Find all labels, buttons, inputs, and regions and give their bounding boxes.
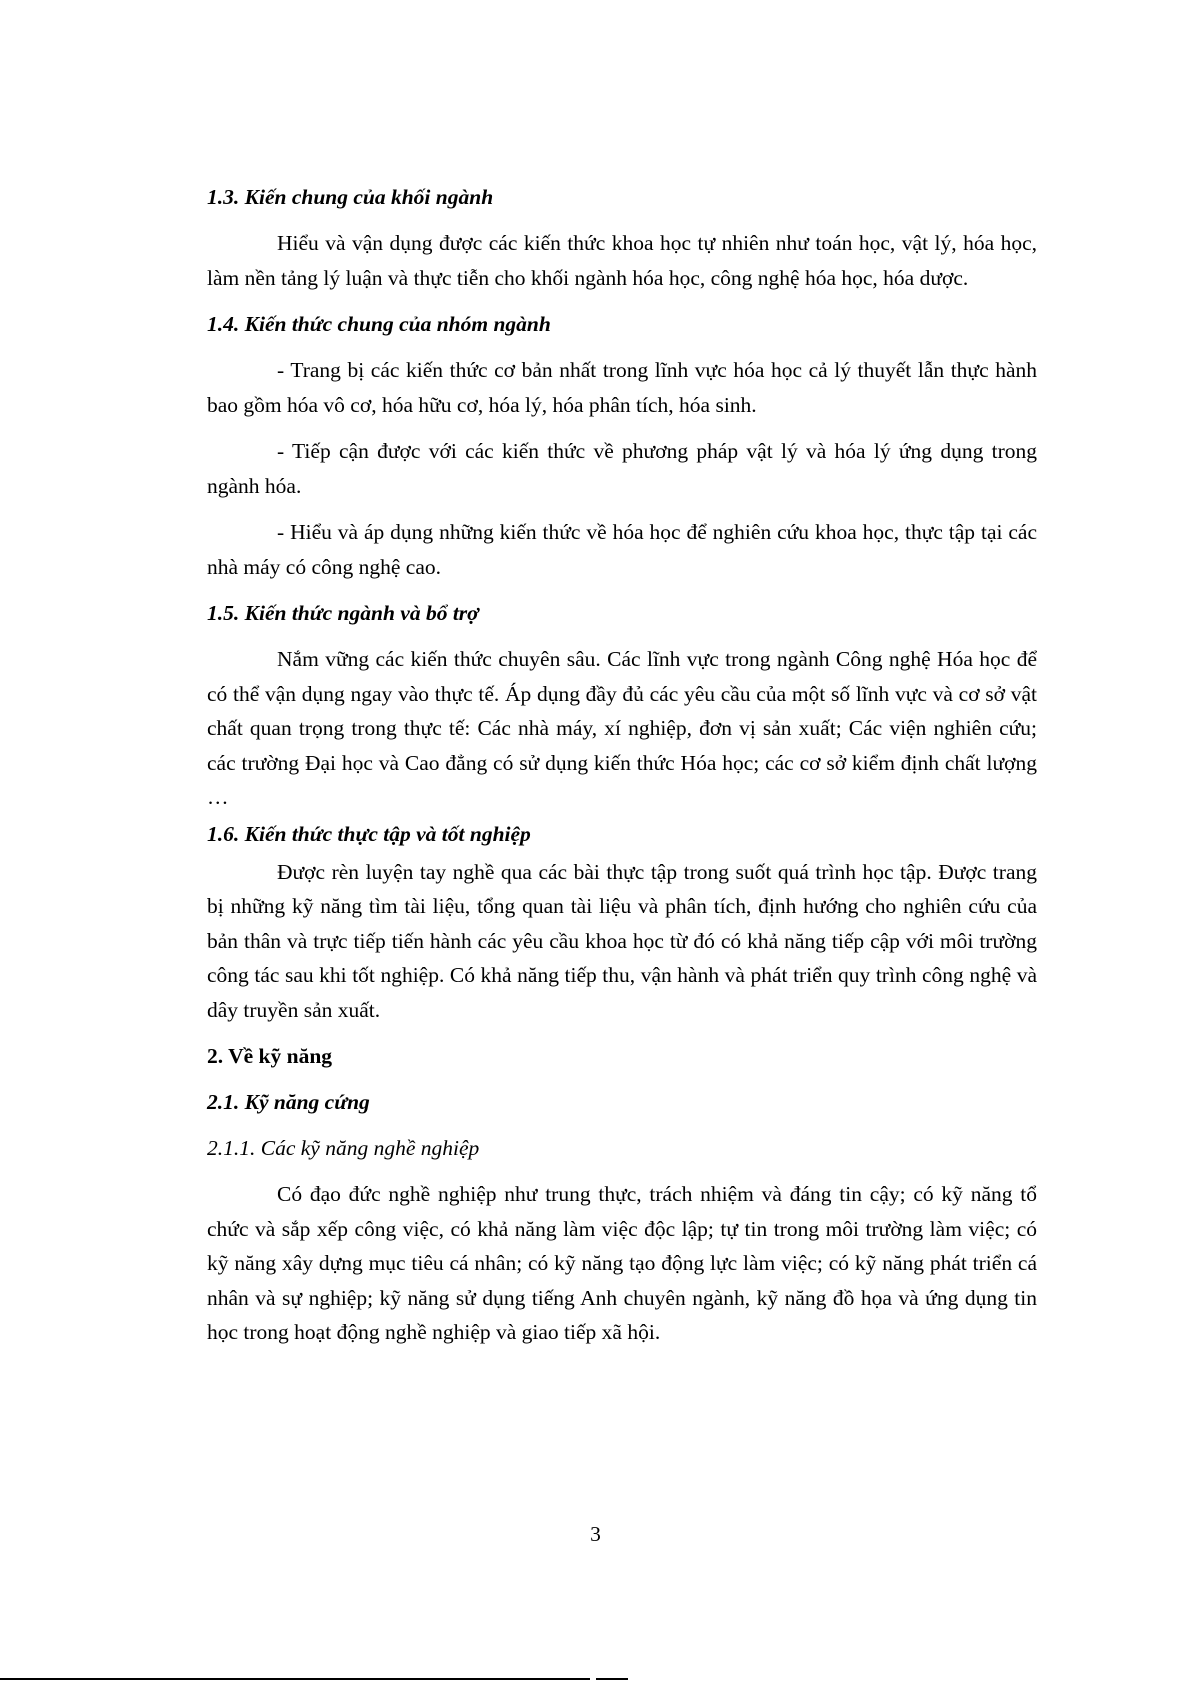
section-1-6-paragraph: Được rèn luyện tay nghề qua các bài thực tập trong suốt quá trình học tập. Được trang bị những kỹ năng tìm tài liệu, tổng quan tài liệu và phân tích, định hướng cho nghiên cứu của bản thân và trực tiếp tiến hành các yêu cầu khoa học từ đó có khả năng tiếp cập với môi trường công tác sau khi tốt nghiệp. Có khả năng tiếp thu, vận hành và phát triển quy trình công nghệ và dây truyền sản xuất.: [207, 859, 1037, 1022]
section-1-5-paragraph: Nắm vững các kiến thức chuyên sâu. Các lĩnh vực trong ngành Công nghệ Hóa học để có thể vận dụng ngay vào thực tế. Áp dụng đầy đủ các yêu cầu của một số lĩnh vực và cơ sở vật chất quan trọng trong thực tế: Các nhà máy, xí nghiệp, đơn vị sản xuất; Các viện nghiên cứu; các trường Đại học và Cao đẳng có sử dụng kiến thức Hóa học; các cơ sở kiểm định chất lượng …: [207, 647, 1037, 809]
bottom-rule: [0, 1678, 590, 1680]
page-content: [207, 180, 1037, 1362]
professional-skills-heading: 2.1.1. Các kỹ năng nghề nghiệp: [207, 1136, 480, 1160]
section-1-4-paragraph-3: - Hiểu và áp dụng những kiến thức về hóa học để nghiên cứu khoa học, thực tập tại các nhà máy có công nghệ cao.: [207, 520, 1037, 579]
skills-heading: 2. Về kỹ năng: [207, 1044, 333, 1068]
page-number: 3: [590, 1522, 601, 1546]
section-1-4-paragraph-1: - Trang bị các kiến thức cơ bản nhất trong lĩnh vực hóa học cả lý thuyết lẫn thực hành bao gồm hóa vô cơ, hóa hữu cơ, hóa lý, hóa phân tích, hóa sinh.: [207, 358, 1037, 417]
hard-skills-heading: 2.1. Kỹ năng cứng: [207, 1090, 370, 1114]
bottom-rule-segment: [596, 1678, 628, 1680]
section-heading-1-6: 1.6. Kiến thức thực tập và tốt nghiệp: [207, 821, 531, 846]
section-heading-1-3: 1.3. Kiến chung của khối ngành: [207, 185, 494, 209]
section-heading-1-4: 1.4. Kiến thức chung của nhóm ngành: [207, 312, 551, 336]
section-1-3-paragraph: Hiểu và vận dụng được các kiến thức khoa học tự nhiên như toán học, vật lý, hóa học, làm nền tảng lý luận và thực tiễn cho khối ngành hóa học, công nghệ hóa học, hóa dược.: [207, 231, 1037, 290]
section-1-4-paragraph-2: - Tiếp cận được với các kiến thức về phương pháp vật lý và hóa lý ứng dụng trong ngành hóa.: [207, 439, 1037, 498]
professional-skills-paragraph: Có đạo đức nghề nghiệp như trung thực, trách nhiệm và đáng tin cậy; có kỹ năng tổ chức và sắp xếp công việc, có khả năng làm việc độc lập; tự tin trong môi trường làm việc; có kỹ năng xây dựng mục tiêu cá nhân; có kỹ năng tạo động lực làm việc; có kỹ năng phát triển cá nhân và sự nghiệp; kỹ năng sử dụng tiếng Anh chuyên ngành, kỹ năng đồ họa và ứng dụng tin học trong hoạt động nghề nghiệp và giao tiếp xã hội.: [207, 1182, 1037, 1344]
section-heading-1-5: 1.5. Kiến thức ngành và bổ trợ: [207, 601, 479, 625]
